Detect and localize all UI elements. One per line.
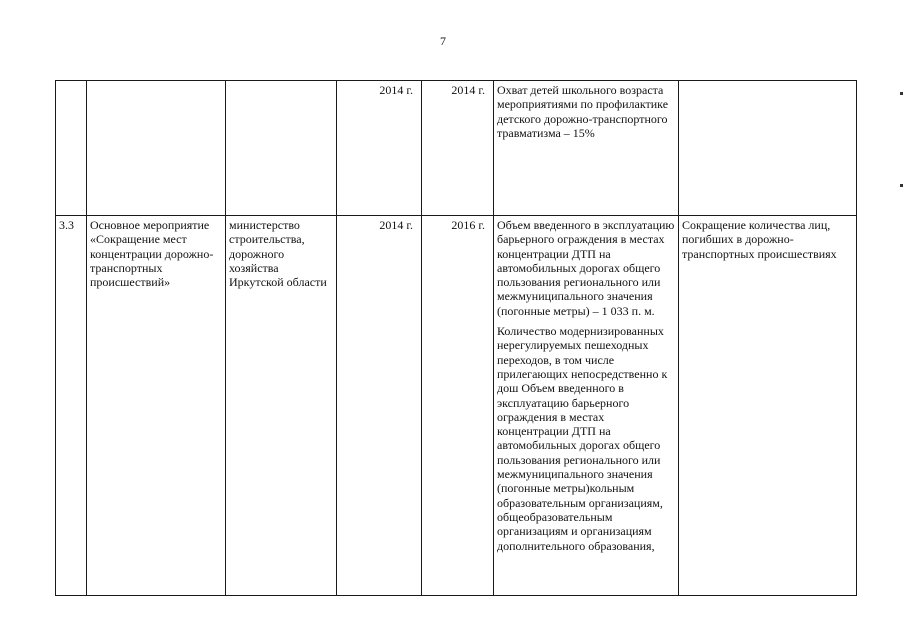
scan-mark <box>900 92 903 95</box>
program-table <box>55 80 857 596</box>
end-year-cell: 2016 г. <box>422 216 494 596</box>
indicator-cell <box>494 81 679 216</box>
page-number: 7 <box>440 34 446 48</box>
indicator-text: Количество модернизированных нерегулируемых пешеходных переходов, в том числе прилегающих непосредственно к дош Объем введенного в эксплуатацию барьерного ограждения в местах концентрации ДТП на автомобильных дорогах общего пользования регионального или межмуниципального значения (погонные метры)кольным образовательным организациям, общеобразовательным организациям и организациям дополнительного образования, <box>497 324 668 553</box>
table-row <box>56 216 857 596</box>
indicator-text: Охват детей школьного возраста мероприятиями по профилактике детского дорожно-транспортного травматизма – 15% <box>497 83 669 140</box>
measure-name-cell: Основное мероприятие «Сокращение мест концентрации дорожно-транспортных происшествий» <box>87 216 226 596</box>
executor-cell: министерство строительства, дорожного хозяйства Иркутской области <box>226 216 337 596</box>
table-row <box>56 81 857 216</box>
indicator-text: Объем введенного в эксплуатацию барьерного ограждения в местах концентрации ДТП на автомобильных дорогах общего пользования регионального или межмуниципального значения (погонные метры) – 1 033 п. м. <box>497 218 675 318</box>
end-year-cell: 2014 г. <box>422 81 494 216</box>
result-cell <box>679 81 857 216</box>
start-year-cell: 2014 г. <box>337 216 422 596</box>
row-number-cell <box>56 81 87 216</box>
executor-cell <box>226 81 337 216</box>
start-year-cell: 2014 г. <box>337 81 422 216</box>
scan-mark <box>900 184 903 187</box>
result-cell: Сокращение количества лиц, погибших в дорожно-транспортных происшествиях <box>679 216 857 596</box>
row-number-cell: 3.3 <box>56 216 87 596</box>
indicator-cell <box>494 216 679 596</box>
measure-name-cell <box>87 81 226 216</box>
